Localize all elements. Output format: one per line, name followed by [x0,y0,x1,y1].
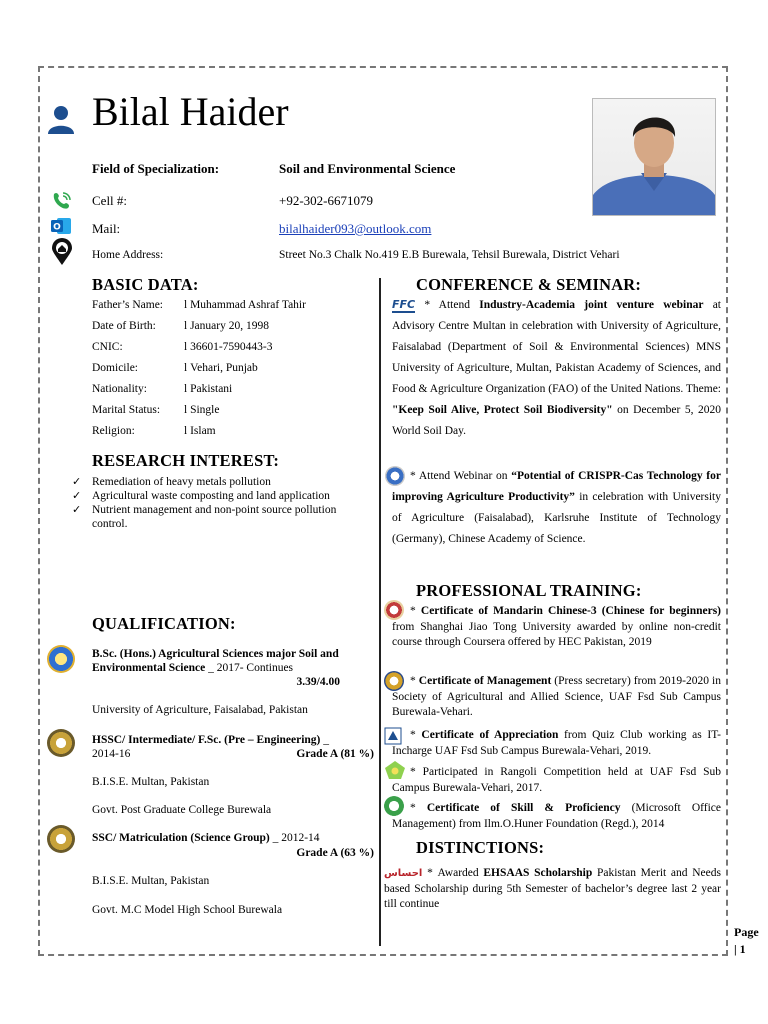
basic-value: Muhammad Ashraf Tahir [190,299,306,311]
t5-pre: * [410,802,427,814]
conf1-post: on December 5, 2020 World Soil Day. [392,404,721,437]
check-icon: ✓ [72,475,82,488]
basic-row [92,340,372,361]
ssc-block [92,831,374,845]
conference-heading: CONFERENCE & SEMINAR: [416,275,642,294]
basic-label: Religion: [92,425,135,437]
basic-label: Nationality: [92,383,147,395]
basic-sep: l [184,404,191,416]
t5-post: (Microsoft Office Management) from Ilm.O.Huner Foundation (Regd.), 2014 [392,802,721,830]
page-number: | 1 [734,942,746,956]
page-label: Page [734,925,759,939]
t3-bold: Certificate of Appreciation [421,729,559,741]
research-item: Remediation of heavy metals pollution [92,476,271,488]
list-item [70,475,370,489]
hssc-college: Govt. Post Graduate College Burewala [92,804,272,816]
research-list [70,475,370,531]
t3-pre: * [410,729,422,741]
ssc-board: B.I.S.E. Multan, Pakistan [92,875,210,887]
training-item-5 [392,801,721,832]
basic-sep: l [184,341,191,353]
ffc-logo-icon: FFC [392,298,416,311]
t5-bold: Certificate of Skill & Proficiency [426,802,621,814]
t1-post: from Shanghai Jiao Tong University awarded by online non-credit course through Coursera offered by HEC Pakistan, 2019 [392,620,721,648]
ssc-years: _ 2012-14 [269,832,320,844]
research-heading: RESEARCH INTEREST: [92,451,280,470]
hssc-title: HSSC/ Intermediate/ F.Sc. (Pre – Engineering) [92,734,321,746]
basic-label: Date of Birth: [92,320,156,332]
full-name: Bilal Haider [92,89,289,134]
basic-value: Single [190,404,220,416]
field-value: Soil and Environmental Science [279,161,456,176]
training-item-2 [392,674,721,721]
d1-pre: * Awarded [422,867,484,879]
bsc-years: _ 2017- Continues [205,662,294,674]
basic-row [92,361,372,382]
t2-pre: * [410,675,419,687]
hssc-years: 2014-16 [92,748,131,760]
column-divider [379,278,381,946]
hssc-grade: Grade A (81 %) [296,748,374,760]
qualification-heading: QUALIFICATION: [92,614,236,633]
basic-value: Islam [190,425,216,437]
basic-sep: l [184,320,191,332]
ssc-title: SSC/ Matriculation (Science Group) [92,832,270,844]
person-icon [46,104,76,134]
basic-data-table [92,298,372,445]
basic-sep: l [184,362,191,374]
board-logo-icon [47,825,75,853]
location-pin-icon [51,238,73,266]
training-heading: PROFESSIONAL TRAINING: [416,581,642,600]
training-item-4: * Participated in Rangoli Competition held at UAF Fsd Sub Campus Burewala-Vehari, 2017. [392,766,721,794]
cell-label: Cell #: [92,193,128,208]
basic-sep: l [184,425,191,437]
basic-row [92,424,372,445]
basic-row [92,319,372,340]
basic-row [92,382,372,403]
distinction-item-1 [384,866,721,913]
t3-post: from Quiz Club working as IT-Incharge UAF Fsd Sub Campus Burewala-Vehari, 2019. [392,729,721,757]
t1-pre: * [410,605,421,617]
ssc-school: Govt. M.C Model High School Burewala [92,904,283,916]
check-icon: ✓ [72,503,82,516]
conf2-bold: “Potential of CRISPR-Cas Technology for improving Agriculture Productivity” [392,470,721,503]
conf1-bold: Industry-Academia joint venture webinar [479,299,704,311]
hssc-sep: _ [320,734,330,746]
cell-value: +92-302-6671079 [279,193,373,208]
conference-item-2 [392,466,721,550]
check-icon: ✓ [72,489,82,502]
research-item: Nutrient management and non-point source pollution control. [92,504,337,530]
field-label: Field of Specialization: [92,161,220,176]
conf1-pre: * Attend [415,299,480,311]
basic-label: CNIC: [92,341,123,353]
ssc-grade: Grade A (63 %) [296,847,374,859]
training-item-3 [392,728,721,759]
basic-label: Father’s Name: [92,299,164,311]
conf2-post: in celebration with University of Agriculture (Faisalabad), Karlsruhe Institute of Technology (Germany), Chinese Academy of Science. [392,491,721,545]
basic-value: Pakistani [190,383,233,395]
conference-item-1 [392,294,721,442]
bsc-grade: 3.39/4.00 [296,676,340,688]
list-item [70,503,370,531]
profile-photo [592,98,716,216]
basic-row [92,403,372,424]
ehsaas-logo-icon: احساس [384,868,423,879]
distinctions-heading: DISTINCTIONS: [416,838,545,857]
email-link[interactable]: bilalhaider093@outlook.com [279,221,432,236]
basic-value: January 20, 1998 [190,320,269,332]
phone-icon [50,191,72,211]
basic-row [92,298,372,319]
hssc-board: B.I.S.E. Multan, Pakistan [92,776,210,788]
bsc-block [92,647,374,675]
conf1-mid: at Advisory Centre Multan in celebration with University of Agriculture, Faisalabad (Department of Soil & Environmental Sciences) MNS University of Agriculture, Multan, Pakistan Academy of Sciences, and Food & Agriculture Organization (FAO) of the United Nations. Theme: [392,299,721,395]
basic-value: 36601-7590443-3 [190,341,273,353]
board-logo-icon [47,729,75,757]
bsc-university: University of Agriculture, Faisalabad, Pakistan [92,704,308,716]
basic-value: Vehari, Punjab [190,362,258,374]
basic-label: Domicile: [92,362,138,374]
bsc-title: B.Sc. (Hons.) Agricultural Sciences major Soil and Environmental Science [92,648,339,674]
svg-text:O: O [53,222,61,233]
t2-post: (Press secretary) from 2019-2020 in Society of Agricultural and Allied Science, UAF Fsd Sub Campus Burewala-Vehari. [392,675,721,718]
basic-sep: l [184,383,191,395]
conf2-pre: * Attend Webinar on [410,470,512,482]
training-item-1 [392,604,721,651]
d1-post: Pakistan Merit and Needs based Scholarship during 5th Semester of bachelor’s degree last 2 year till continue [384,867,721,910]
mail-label: Mail: [92,221,121,236]
outlook-icon [50,215,72,237]
basic-label: Marital Status: [92,404,161,416]
basic-sep: l [184,299,191,311]
address-value: Street No.3 Chalk No.419 E.B Burewala, Tehsil Burewala, District Vehari [279,249,620,261]
basic-data-heading: BASIC DATA: [92,275,199,294]
conf1-theme: "Keep Soil Alive, Protect Soil Biodiversity" [392,404,613,416]
list-item [70,489,370,503]
uaf-logo-icon [47,645,75,673]
research-item: Agricultural waste composting and land application [92,490,330,502]
d1-bold: EHSAAS Scholarship [483,867,593,879]
hssc-block [92,733,374,747]
t1-bold: Certificate of Mandarin Chinese-3 (Chinese for beginners) [420,605,722,617]
address-label: Home Address: [92,249,164,261]
t2-bold: Certificate of Management [418,675,552,687]
